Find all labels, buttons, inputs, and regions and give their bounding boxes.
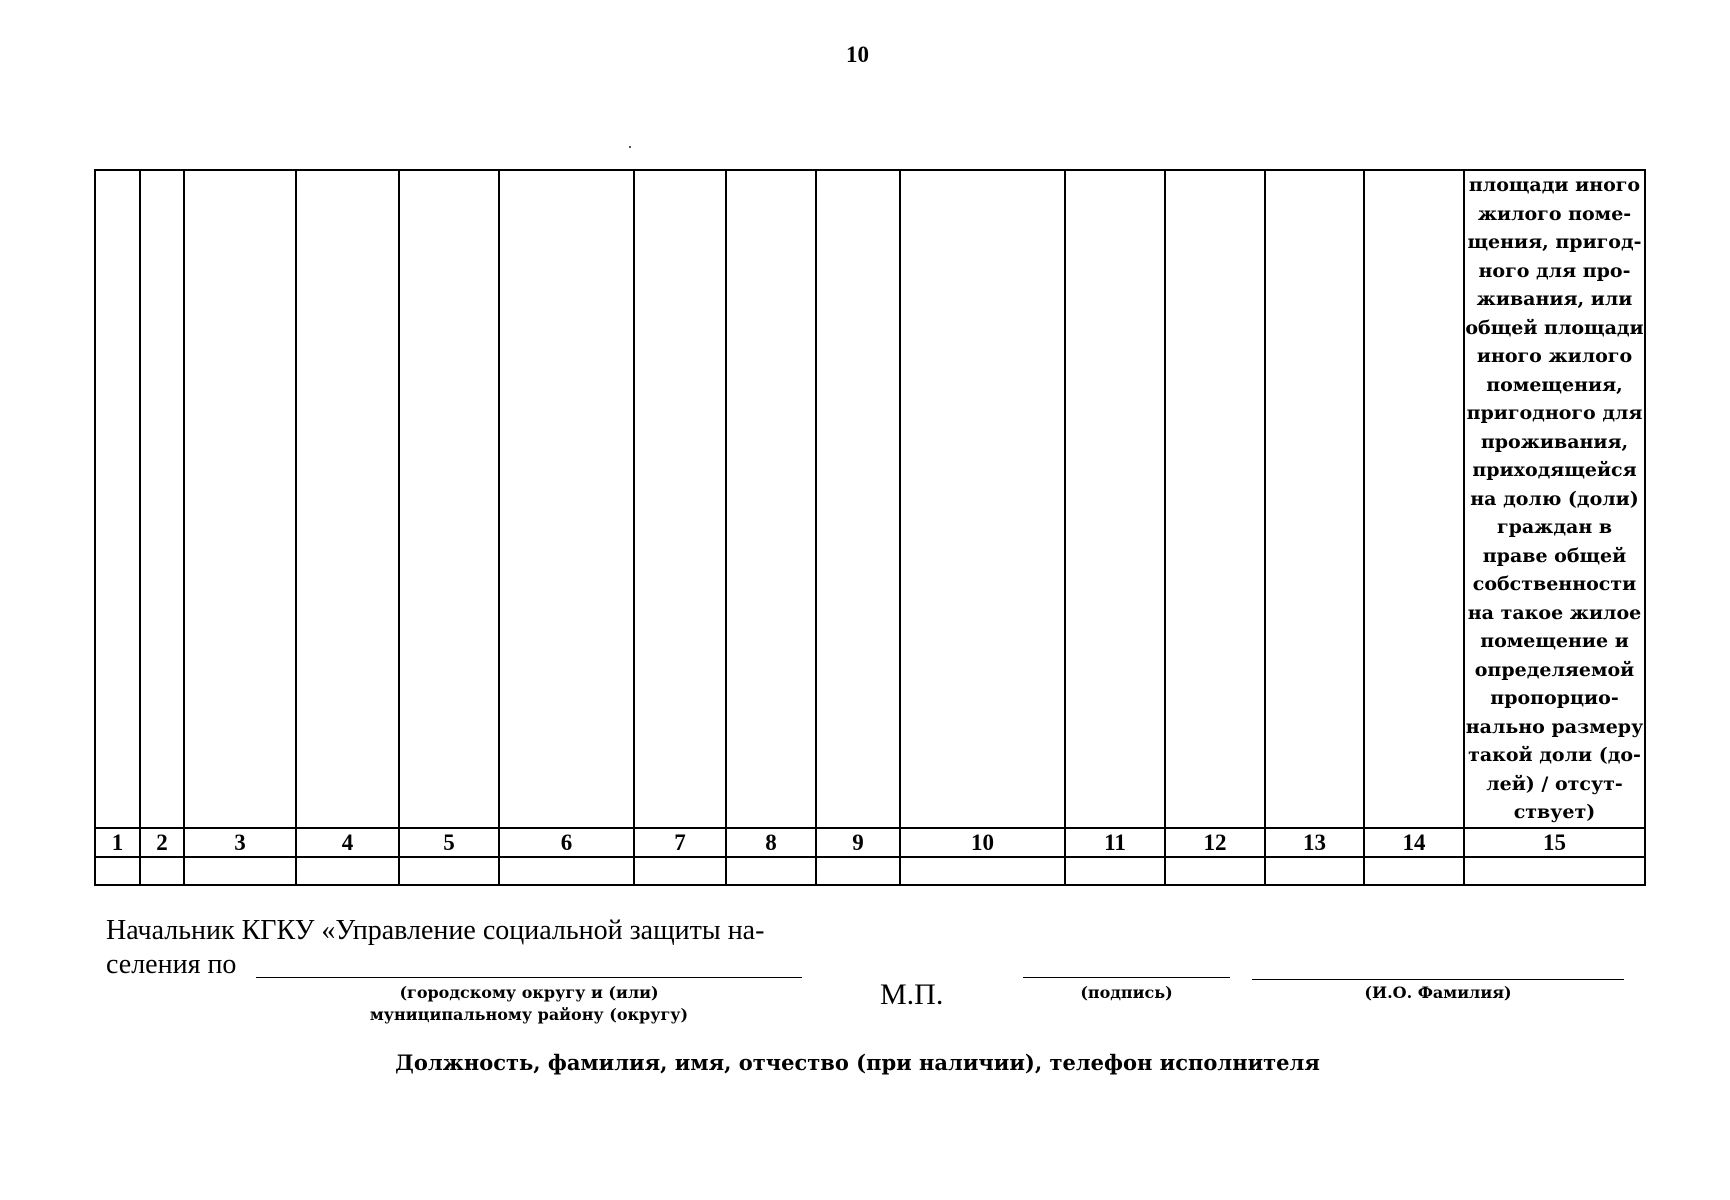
header-cell (726, 170, 816, 828)
signatory-title-line-1: Начальник КГКУ «Управление социальной защиты на- (106, 915, 765, 946)
column-number-cell: 1 (95, 828, 140, 857)
header-cell (296, 170, 399, 828)
column-number-cell: 15 (1464, 828, 1645, 857)
column-15-header-line: помещения, (1486, 373, 1623, 396)
page-number: 10 (846, 42, 869, 67)
column-15-header (1464, 170, 1645, 828)
header-cell (1165, 170, 1265, 828)
column-number-cell: 2 (140, 828, 184, 857)
header-cell (140, 170, 184, 828)
header-cell (95, 170, 140, 828)
signature-blank-line (1023, 977, 1230, 978)
executor-info: Должность, фамилия, имя, отчество (при наличии), телефон исполнителя (395, 1050, 1320, 1075)
column-number-cell: 12 (1165, 828, 1265, 857)
data-cell (296, 857, 399, 885)
name-caption: (И.О. Фамилия) (1364, 983, 1512, 1002)
form-table (94, 169, 1646, 886)
data-cell (726, 857, 816, 885)
data-cell (184, 857, 296, 885)
column-15-header-line: приходящейся (1472, 459, 1637, 481)
column-15-header-line: такой доли (до- (1468, 744, 1641, 766)
header-cell (399, 170, 499, 828)
column-15-header-line: лей) / отсут- (1486, 772, 1623, 795)
table-data-row (95, 857, 1645, 885)
column-15-header-line: жилого поме- (1477, 202, 1632, 225)
column-15-header-line: граждан в (1496, 516, 1613, 538)
column-15-header-line: щения, пригод- (1467, 231, 1642, 253)
column-15-header-line: ствует) (1513, 801, 1596, 823)
column-number-cell: 11 (1065, 828, 1165, 857)
column-15-header-line: собственности (1472, 573, 1637, 595)
column-15-header-line: нально размеру (1465, 715, 1644, 738)
header-cell (184, 170, 296, 828)
data-cell (1065, 857, 1165, 885)
column-15-header-line: на такое жилое (1467, 601, 1642, 624)
data-cell (1464, 857, 1645, 885)
column-15-header-line: площади иного (1468, 174, 1641, 196)
column-number-cell: 13 (1265, 828, 1364, 857)
column-15-header-line: помещение и (1480, 630, 1629, 652)
column-15-header-line: пригодного для (1466, 402, 1643, 424)
name-blank-line (1252, 979, 1624, 980)
column-15-header-line: общей площади (1465, 316, 1644, 339)
header-cell (1364, 170, 1464, 828)
column-number-cell: 5 (399, 828, 499, 857)
district-caption-line-2: муниципальному району (округу) (369, 1005, 689, 1024)
data-cell (1265, 857, 1364, 885)
data-cell (95, 857, 140, 885)
column-number-cell: 8 (726, 828, 816, 857)
district-caption-line-1: (городскому округу и (или) (399, 983, 659, 1002)
data-cell (816, 857, 900, 885)
column-number-cell: 7 (634, 828, 726, 857)
column-number-cell: 9 (816, 828, 900, 857)
column-15-header-line: праве общей (1482, 544, 1627, 567)
data-cell (140, 857, 184, 885)
column-number-cell: 14 (1364, 828, 1464, 857)
column-15-header-line: определяемой (1474, 658, 1635, 681)
column-15-header-line: пропорцио- (1490, 687, 1619, 709)
column-15-header-line: на долю (доли) (1470, 487, 1639, 510)
column-number-cell: 4 (296, 828, 399, 857)
column-15-header-line: проживания, (1480, 430, 1629, 453)
column-number-cell: 3 (184, 828, 296, 857)
data-cell (1364, 857, 1464, 885)
header-cell (1265, 170, 1364, 828)
header-cell (499, 170, 634, 828)
district-blank-line (256, 977, 802, 978)
stamp-label: М.П. (880, 978, 944, 1011)
data-cell (499, 857, 634, 885)
table-header-row (95, 170, 1645, 828)
data-cell (900, 857, 1065, 885)
column-number-cell: 10 (900, 828, 1065, 857)
data-cell (634, 857, 726, 885)
column-number-cell: 6 (499, 828, 634, 857)
column-15-header-line: живания, или (1476, 288, 1633, 310)
header-cell (900, 170, 1065, 828)
data-cell (1165, 857, 1265, 885)
header-cell (634, 170, 726, 828)
signatory-title-line-2: селения по (106, 949, 237, 980)
column-number-row (95, 828, 1645, 857)
header-cell (816, 170, 900, 828)
column-15-header-line: ного для про- (1478, 259, 1631, 282)
header-cell (1065, 170, 1165, 828)
scan-speck (629, 146, 631, 148)
column-15-header-line: иного жилого (1476, 345, 1633, 367)
data-cell (399, 857, 499, 885)
signature-caption: (подпись) (1080, 983, 1173, 1002)
